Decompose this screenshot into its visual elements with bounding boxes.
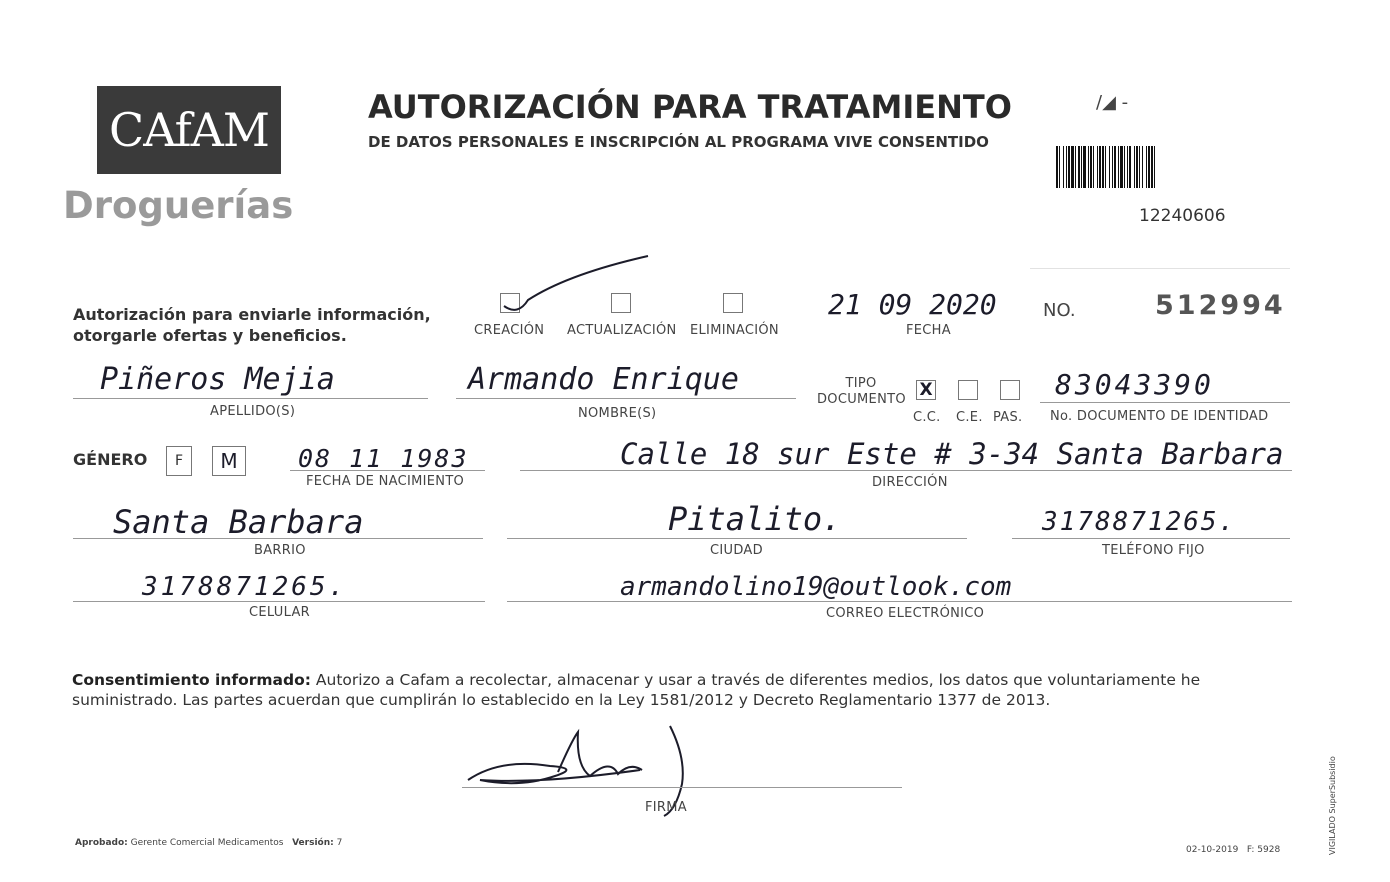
correo-label: CORREO ELECTRÓNICO	[826, 606, 985, 621]
correo-value[interactable]: armandolino19@outlook.com	[620, 572, 1012, 602]
pas-checkbox[interactable]	[1000, 380, 1020, 400]
actualizacion-checkbox[interactable]	[611, 293, 631, 313]
aprobado-label: Aprobado:	[75, 838, 128, 848]
cafam-logo	[97, 86, 281, 174]
nombres-line	[456, 398, 796, 399]
telefono-value[interactable]: 3178871265.	[1042, 507, 1237, 537]
form-number: 512994	[1155, 290, 1286, 321]
correo-line	[507, 601, 1292, 602]
genero-f-label: F	[174, 453, 184, 469]
cc-label: C.C.	[913, 410, 941, 425]
consent-title: Consentimiento informado:	[72, 671, 311, 689]
creacion-label: CREACIÓN	[474, 323, 545, 338]
apellidos-line	[73, 398, 428, 399]
fecha-label: FECHA	[906, 323, 951, 338]
footer-aprobado	[75, 838, 342, 848]
aprobado-value: Gerente Comercial Medicamentos	[130, 838, 284, 848]
celular-label: CELULAR	[249, 605, 310, 620]
apellidos-label: APELLIDO(S)	[210, 404, 296, 419]
creacion-check-mark	[498, 252, 658, 324]
direccion-label: DIRECCIÓN	[872, 475, 948, 490]
telefono-label: TELÉFONO FIJO	[1102, 543, 1205, 558]
tipo-documento-label: TIPO DOCUMENTO	[817, 376, 906, 407]
vigilado-side-text: VIGILADO SuperSubsidio	[1328, 756, 1337, 855]
documento-value[interactable]: 83043390	[1055, 368, 1214, 401]
fecha-value[interactable]: 21 09 2020	[828, 288, 997, 321]
ce-label: C.E.	[956, 410, 983, 425]
consent-text: Autorizo a Cafam a recolectar, almacenar y usar a través de diferentes medios, los datos que voluntariamente he suministrado. Las partes acuerdan que cumplirán lo establecido en la Ley 1581/2012 y Decreto Reglamentario 1377 de 2013.	[72, 671, 1201, 709]
eliminacion-label: ELIMINACIÓN	[690, 323, 779, 338]
nacimiento-value[interactable]: 08 11 1983	[298, 444, 469, 473]
celular-line	[73, 601, 485, 602]
firma-label: FIRMA	[645, 800, 687, 815]
intro-text: Autorización para enviarle información, otorgarle ofertas y beneficios.	[73, 305, 431, 345]
telefono-line	[1012, 538, 1290, 539]
ciudad-line	[507, 538, 967, 539]
date-code: 02-10-2019	[1186, 845, 1239, 855]
barcode-number: 12240606	[1139, 206, 1226, 226]
version-value: 7	[336, 838, 343, 848]
barrio-label: BARRIO	[254, 543, 306, 558]
header-divider	[1030, 268, 1290, 269]
genero-m-mark: M	[220, 449, 238, 473]
form-title: AUTORIZACIÓN PARA TRATAMIENTO	[368, 88, 1012, 126]
logo-subtitle: Droguerías	[63, 184, 294, 227]
logo-text: CAfAM	[109, 103, 269, 157]
cc-checkbox[interactable]: X	[916, 380, 936, 400]
consent-paragraph	[72, 670, 1292, 710]
form-subtitle: DE DATOS PERSONALES E INSCRIPCIÓN AL PROGRAMA VIVE CONSENTIDO	[368, 133, 989, 151]
nombres-label: NOMBRE(S)	[578, 406, 657, 421]
barrio-value[interactable]: Santa Barbara	[113, 503, 364, 541]
ciudad-value[interactable]: Pitalito.	[668, 500, 842, 538]
footer-codes	[1186, 845, 1280, 855]
nombres-value[interactable]: Armando Enrique	[468, 362, 739, 397]
barcode	[1056, 146, 1280, 188]
genero-f-checkbox[interactable]	[166, 446, 192, 476]
genero-label: GÉNERO	[73, 450, 148, 469]
nacimiento-line	[290, 470, 485, 471]
pas-label: PAS.	[993, 410, 1023, 425]
firma-line	[462, 787, 902, 788]
direccion-value[interactable]: Calle 18 sur Este # 3-34 Santa Barbara	[620, 437, 1284, 471]
form-code: F: 5928	[1246, 845, 1281, 855]
documento-label: No. DOCUMENTO DE IDENTIDAD	[1050, 409, 1269, 424]
eliminacion-checkbox[interactable]	[723, 293, 743, 313]
ciudad-label: CIUDAD	[710, 543, 763, 558]
actualizacion-label: ACTUALIZACIÓN	[567, 323, 677, 338]
apellidos-value[interactable]: Piñeros Mejia	[100, 362, 335, 397]
version-label: Versión:	[292, 838, 334, 848]
ce-checkbox[interactable]	[958, 380, 978, 400]
barrio-line	[73, 538, 483, 539]
direccion-line	[520, 470, 1292, 471]
celular-value[interactable]: 3178871265.	[142, 572, 348, 602]
genero-m-checkbox[interactable]	[212, 446, 246, 476]
documento-line	[1040, 402, 1290, 403]
nacimiento-label: FECHA DE NACIMIENTO	[306, 474, 465, 489]
no-label: NO.	[1043, 300, 1076, 321]
corner-mark: /◢ -	[1096, 92, 1129, 113]
